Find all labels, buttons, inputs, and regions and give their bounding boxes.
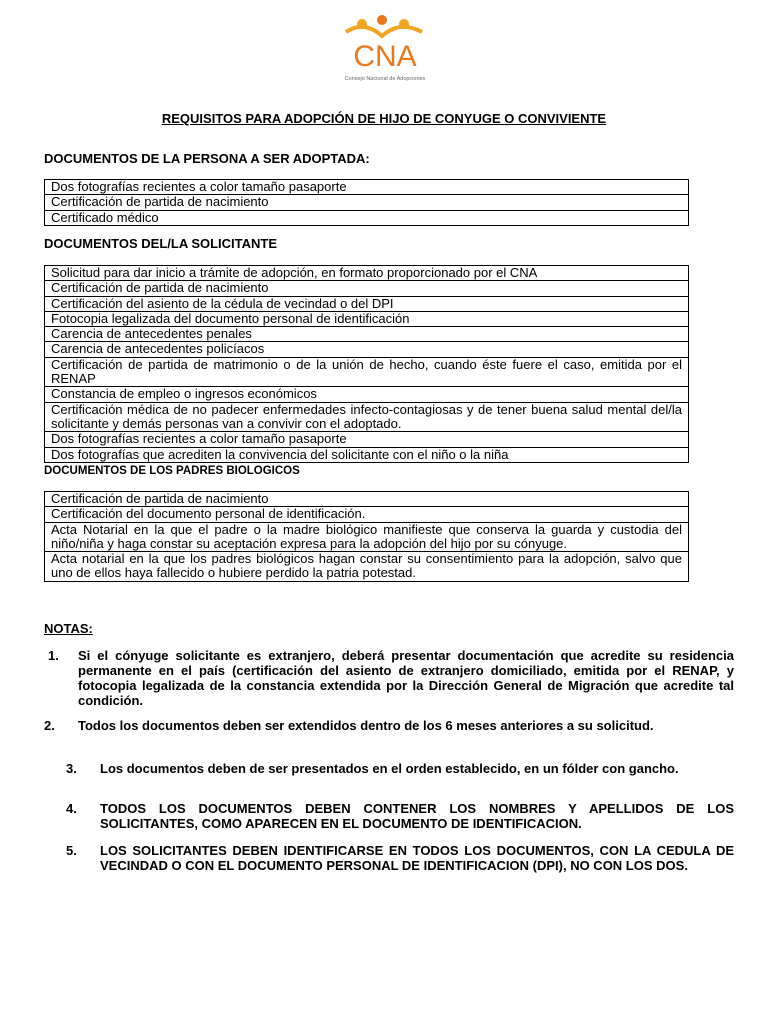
notes-heading: NOTAS: (44, 621, 93, 636)
note-text: LOS SOLICITANTES DEBEN IDENTIFICARSE EN TODOS LOS DOCUMENTOS, CON LA CEDULA DE VECINDAD O CON EL DOCUMENTO PERSONAL DE IDENTIFICACION (DPI), NO CON LOS DOS. (100, 843, 734, 873)
table-row (45, 552, 689, 582)
table-cell: Dos fotografías que acrediten la convivencia del solicitante con el niño o la niña (45, 447, 689, 462)
table-cell: Certificación médica de no padecer enfermedades infecto-contagiosas y de tener buena salud mental del/la solicitante y demás personas van a convivir con el adoptado. (45, 402, 689, 432)
table-row (45, 387, 689, 402)
logo-arms (346, 27, 422, 36)
table-cell: Acta Notarial en la que el padre o la madre biológico manifieste que conserva la guarda y custodia del niño/niña y haga constar su aceptación expresa para la adopción del hijo por su cónyuge. (45, 522, 689, 552)
note-text: Si el cónyuge solicitante es extranjero, deberá presentar documentación que acredite su residencia permanente en el país (certificación del asiento de extranjero domiciliado, emitida por el RENAP, y fotocopia legalizada de la constancia extendida por la Dirección General de Migración que acredite tal condición. (78, 648, 734, 708)
note-text: Todos los documentos deben ser extendidos dentro de los 6 meses anteriores a su solicitud. (78, 718, 654, 733)
note-item (66, 801, 734, 831)
table-row (45, 507, 689, 522)
table-row (45, 402, 689, 432)
table-cell: Certificado médico (45, 210, 689, 225)
table-row (45, 311, 689, 326)
note-item (66, 761, 734, 776)
document-title: REQUISITOS PARA ADOPCIÓN DE HIJO DE CONYUGE O CONVIVIENTE (161, 111, 607, 126)
note-text: Los documentos deben de ser presentados en el orden establecido, en un fólder con gancho. (100, 761, 679, 776)
table-row (45, 327, 689, 342)
note-number: 4. (66, 801, 77, 816)
table-row (45, 447, 689, 462)
table-row (45, 342, 689, 357)
table-row (45, 281, 689, 296)
table-row (45, 357, 689, 387)
table-cell: Acta notarial en la que los padres biológicos hagan constar su consentimiento para la adopción, salvo que uno de ellos haya fallecido o hubiere perdido la patria potestad. (45, 552, 689, 582)
table-cell: Certificación del asiento de la cédula de vecindad o del DPI (45, 296, 689, 311)
applicant-documents-table (44, 265, 689, 463)
table-cell: Fotocopia legalizada del documento personal de identificación (45, 311, 689, 326)
adoptee-documents-table (44, 179, 689, 226)
note-text: TODOS LOS DOCUMENTOS DEBEN CONTENER LOS NOMBRES Y APELLIDOS DE LOS SOLICITANTES, COMO APARECEN EN EL DOCUMENTO DE IDENTIFICACION. (100, 801, 734, 831)
table-cell: Certificación de partida de nacimiento (45, 195, 689, 210)
section-heading-adoptee: DOCUMENTOS DE LA PERSONA A SER ADOPTADA: (44, 151, 370, 166)
note-number: 3. (66, 761, 77, 776)
logo-text: CNA (353, 40, 417, 73)
note-number: 5. (66, 843, 77, 858)
section-heading-biological-parents: DOCUMENTOS DE LOS PADRES BIOLOGICOS (44, 465, 300, 477)
note-item (66, 843, 734, 873)
note-number: 2. (44, 718, 55, 733)
table-cell: Dos fotografías recientes a color tamaño pasaporte (45, 432, 689, 447)
table-cell: Certificación de partida de nacimiento (45, 492, 689, 507)
table-row (45, 432, 689, 447)
section-heading-applicant: DOCUMENTOS DEL/LA SOLICITANTE (44, 236, 278, 251)
table-row (45, 180, 689, 195)
logo-subtitle: Consejo Nacional de Adopciones (344, 76, 426, 82)
table-cell: Certificación de partida de matrimonio o de la unión de hecho, cuando éste fuere el caso, emitida por el RENAP (45, 357, 689, 387)
table-row (45, 522, 689, 552)
note-item (44, 718, 734, 733)
table-cell: Solicitud para dar inicio a trámite de adopción, en formato proporcionado por el CNA (45, 266, 689, 281)
table-cell: Carencia de antecedentes policíacos (45, 342, 689, 357)
note-item (48, 648, 734, 708)
biological-parents-documents-table (44, 491, 689, 582)
table-cell: Constancia de empleo o ingresos económicos (45, 387, 689, 402)
table-row (45, 266, 689, 281)
cna-logo (338, 14, 434, 86)
table-row (45, 210, 689, 225)
table-cell: Certificación de partida de nacimiento (45, 281, 689, 296)
table-cell: Certificación del documento personal de identificación. (45, 507, 689, 522)
table-cell: Carencia de antecedentes penales (45, 327, 689, 342)
logo-figure-center-head (377, 15, 387, 25)
note-number: 1. (48, 648, 59, 663)
table-row (45, 195, 689, 210)
table-cell: Dos fotografías recientes a color tamaño pasaporte (45, 180, 689, 195)
table-row (45, 296, 689, 311)
table-row (45, 492, 689, 507)
